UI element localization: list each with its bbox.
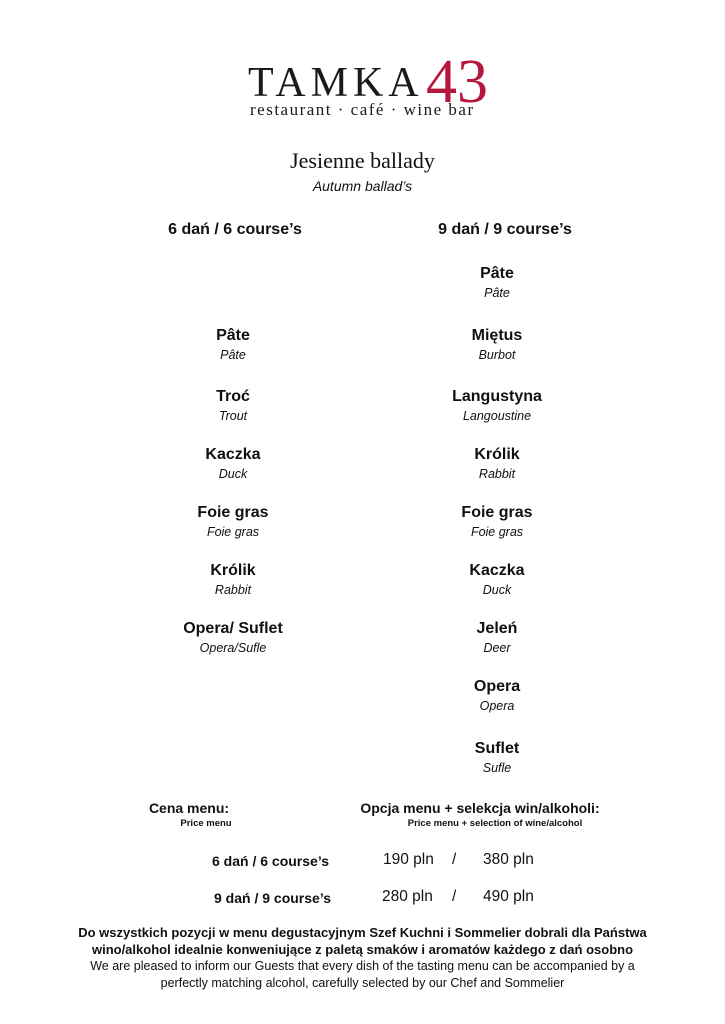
dish-item — [397, 387, 597, 425]
dish-translation: Duck — [218, 467, 248, 481]
dish-translation: Burbot — [478, 348, 516, 362]
six-course-wine-price: 380 pln — [483, 851, 534, 868]
dish-translation: Foie gras — [470, 525, 524, 539]
footer-polish-line-1: Do wszystkich pozycji w menu degustacyjnym Szef Kuchni i Sommelier dobrali dla Państwa — [78, 925, 647, 940]
dish-translation: Duck — [482, 583, 512, 597]
dish-item — [133, 445, 333, 483]
dish-name: Pâte — [480, 265, 514, 282]
dish-name: Langustyna — [452, 388, 542, 405]
menu-price-label: Cena menu: — [148, 800, 230, 816]
logo-tagline: restaurant · café · wine bar — [250, 100, 475, 119]
dish-translation: Trout — [218, 409, 248, 423]
dish-translation: Rabbit — [478, 467, 516, 481]
footer-polish-line-2: wino/alkohol idealnie konweniujące z paletą smaków i aromatów każdego z dań osobno — [91, 942, 634, 957]
wine-option-label: Opcja menu + selekcja win/alkoholi: — [360, 800, 600, 816]
dish-translation: Sufle — [482, 761, 512, 775]
dish-item — [397, 677, 597, 715]
dish-name: Foie gras — [461, 504, 533, 521]
dish-name: Kaczka — [469, 562, 525, 579]
dish-name: Foie gras — [197, 504, 269, 521]
dish-name: Pâte — [216, 327, 250, 344]
footer-english-line-2: perfectly matching alcohol, carefully selected by our Chef and Sommelier — [160, 976, 565, 990]
dish-translation: Foie gras — [206, 525, 260, 539]
dish-translation: Rabbit — [214, 583, 252, 597]
six-course-menu-price: 190 pln — [383, 851, 434, 868]
dish-item — [397, 503, 597, 541]
dish-item — [133, 561, 333, 599]
dish-translation: Pâte — [220, 348, 246, 362]
wine-option-sublabel: Price menu + selection of wine/alcohol — [407, 818, 583, 829]
dish-name: Suflet — [474, 740, 520, 757]
dish-name: Miętus — [471, 327, 523, 344]
footer-english-line-1: We are pleased to inform our Guests that every dish of the tasting menu can be accompanied by a — [90, 959, 635, 973]
nine-course-heading: 9 dań / 9 course’s — [438, 221, 572, 238]
logo-brand: TAMKA — [248, 60, 424, 106]
dish-item — [133, 387, 333, 425]
menu-price-sublabel: Price menu — [180, 818, 232, 829]
dish-name: Kaczka — [205, 446, 261, 463]
dish-item — [133, 503, 333, 541]
six-course-price-label: 6 dań / 6 course’s — [212, 853, 329, 869]
dish-name: Troć — [216, 388, 250, 405]
dish-name: Opera — [473, 678, 521, 695]
dish-item — [397, 264, 597, 302]
dish-item — [133, 326, 333, 364]
nine-course-menu-price: 280 pln — [382, 888, 433, 905]
dish-name: Opera/ Suflet — [183, 620, 283, 637]
dish-translation: Opera — [479, 699, 515, 713]
nine-course-price-label: 9 dań / 9 course’s — [214, 890, 331, 906]
nine-course-wine-price: 490 pln — [483, 888, 534, 905]
price-separator: / — [452, 888, 457, 905]
dish-item — [397, 326, 597, 364]
logo-number: 43 — [426, 48, 488, 116]
restaurant-logo — [240, 50, 490, 128]
dish-translation: Opera/Sufle — [199, 641, 267, 655]
menu-title: Jesienne ballady — [290, 148, 435, 173]
dish-name: Królik — [474, 446, 520, 463]
dish-item — [397, 561, 597, 599]
dish-translation: Deer — [483, 641, 511, 655]
menu-subtitle: Autumn ballad’s — [312, 178, 413, 194]
dish-translation: Langoustine — [462, 409, 532, 423]
dish-item — [397, 445, 597, 483]
dish-name: Królik — [210, 562, 256, 579]
dish-item — [397, 619, 597, 657]
price-separator: / — [452, 851, 457, 868]
six-course-heading: 6 dań / 6 course’s — [168, 221, 302, 238]
dish-item — [397, 739, 597, 777]
dish-name: Jeleń — [476, 620, 518, 637]
dish-item — [133, 619, 333, 657]
dish-translation: Pâte — [484, 286, 510, 300]
